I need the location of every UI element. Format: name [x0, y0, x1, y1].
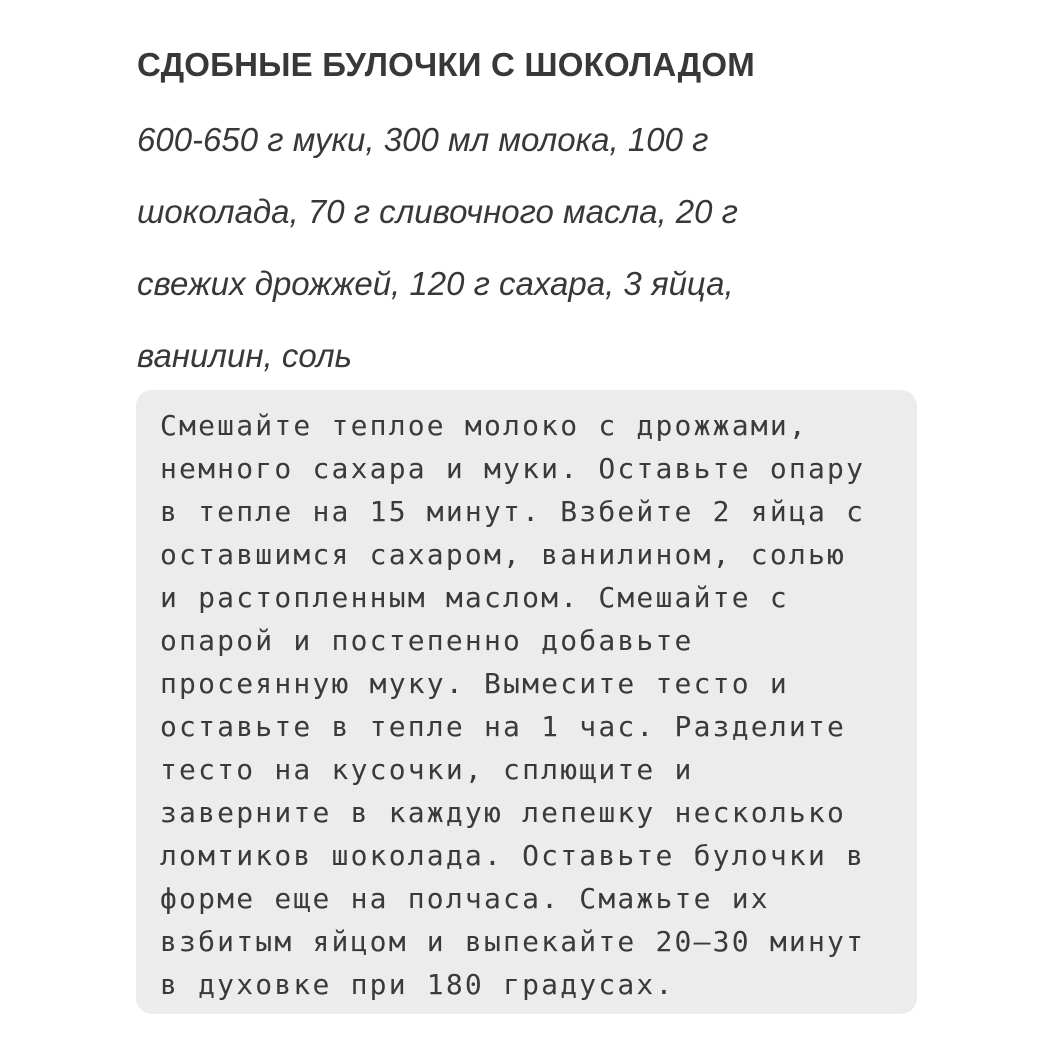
recipe-title: СДОБНЫЕ БУЛОЧКИ С ШОКОЛАДОМ — [137, 46, 755, 83]
method-line: взбитым яйцом и выпекайте 20–30 минут — [160, 925, 866, 958]
method-line: оставьте в тепле на 1 час. Разделите — [160, 710, 847, 743]
method-line: оставшимся сахаром, ванилином, солью — [160, 538, 847, 571]
method-line: Смешайте теплое молоко с дрожжами, — [160, 409, 808, 442]
ingredients-line: ванилин, соль — [137, 337, 352, 374]
method-block — [136, 390, 917, 1014]
method-line: заверните в каждую лепешку несколько — [160, 796, 847, 829]
method-line: немного сахара и муки. Оставьте опару — [160, 452, 866, 485]
method-line: в тепле на 15 минут. Взбейте 2 яйца с — [160, 495, 866, 528]
method-line: ломтиков шоколада. Оставьте булочки в — [160, 839, 866, 872]
method-line: тесто на кусочки, сплющите и — [160, 753, 694, 786]
method-line: просеянную муку. Вымесите тесто и — [160, 667, 789, 700]
method-line: в духовке при 180 градусах. — [160, 968, 675, 1001]
method-line: и растопленным маслом. Смешайте с — [160, 581, 789, 614]
method-line: опарой и постепенно добавьте — [160, 624, 694, 657]
ingredients-line: свежих дрожжей, 120 г сахара, 3 яйца, — [137, 265, 734, 302]
ingredients-line: шоколада, 70 г сливочного масла, 20 г — [137, 193, 738, 230]
method-line: форме еще на полчаса. Смажьте их — [160, 882, 770, 915]
ingredients-text — [137, 104, 937, 392]
ingredients-line: 600-650 г муки, 300 мл молока, 100 г — [137, 121, 709, 158]
